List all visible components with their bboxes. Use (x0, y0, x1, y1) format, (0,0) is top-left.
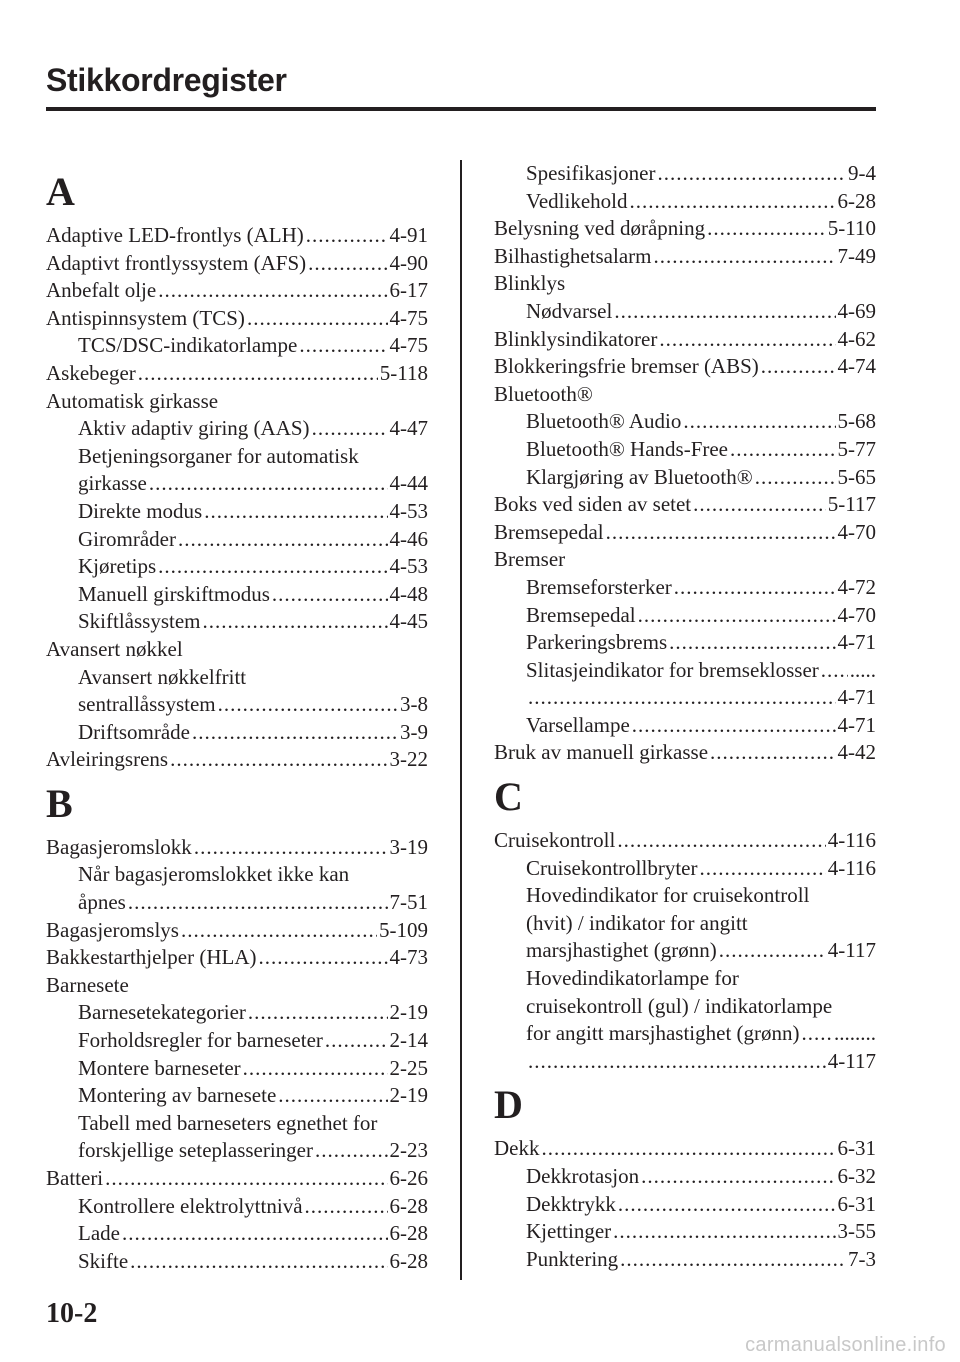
index-subentry (494, 910, 876, 938)
index-subentry (494, 188, 876, 216)
page-reference: 5-68 (837, 409, 876, 434)
index-entry (494, 1135, 876, 1163)
index-subentry (46, 553, 428, 581)
dot-leader (821, 657, 848, 685)
entry-text: Bagasjeromslys (46, 917, 179, 942)
index-subentry (46, 581, 428, 609)
entry-text: Bremsepedal (494, 519, 604, 544)
index-subentry (46, 1220, 428, 1248)
entry-text: Bakkestarthjelper (HLA) (46, 945, 257, 970)
entry-text: Tabell med barneseters egnethet for (78, 1110, 378, 1135)
index-subentry (46, 526, 428, 554)
index-subentry (46, 608, 428, 636)
index-subentry (46, 443, 428, 471)
section-letter: D (494, 1082, 523, 1128)
dot-leader (606, 519, 836, 547)
index-subentry (494, 1163, 876, 1191)
page-reference: 5-65 (837, 464, 876, 489)
page-reference: 7-49 (837, 243, 876, 268)
entry-text: Bilhastighetsalarm (494, 243, 652, 268)
index-entry (494, 519, 876, 547)
page-reference: 2-19 (389, 1083, 428, 1108)
dot-leader (614, 298, 835, 326)
entry-text: Skifte (78, 1248, 129, 1273)
page-reference: 5-117 (827, 492, 876, 517)
entry-text: Cruisekontrollbryter (526, 855, 698, 880)
dot-leader (693, 491, 826, 519)
dot-leader (618, 1191, 836, 1219)
dot-leader (657, 160, 846, 188)
index-subentry (46, 889, 428, 917)
dot-leader (761, 353, 836, 381)
dot-leader (632, 712, 836, 740)
page-reference: 4-47 (389, 416, 428, 441)
dot-leader (128, 889, 388, 917)
page-reference: 4-70 (837, 602, 876, 627)
dot-leader (122, 1220, 388, 1248)
page-reference: 6-28 (389, 1221, 428, 1246)
entry-text: Hovedindikatorlampe for (526, 966, 739, 991)
section-letter: A (46, 169, 75, 214)
dot-leader (719, 937, 826, 965)
entry-text: Bremser (494, 547, 566, 572)
entry-text: Avleiringsrens (46, 747, 169, 772)
index-subentry (46, 1137, 428, 1165)
dot-leader (149, 470, 388, 498)
page-reference: 4-44 (389, 471, 428, 496)
index-subentry (494, 684, 876, 712)
page-reference: 4-71 (837, 712, 876, 737)
index-subentry (494, 1191, 876, 1219)
index-entry (46, 746, 428, 774)
dot-leader (315, 1137, 388, 1165)
entry-text: TCS/DSC-indikatorlampe (78, 333, 298, 358)
page-reference: 3-8 (400, 692, 428, 717)
entry-text: Anbefalt olje (46, 278, 157, 303)
index-subentry (46, 1055, 428, 1083)
index-entry (494, 827, 876, 855)
index-subentry (494, 408, 876, 436)
page-reference: 4-71 (837, 685, 876, 710)
page-reference: 5-109 (379, 917, 428, 942)
page-reference: 4-74 (837, 354, 876, 379)
index-subentry (46, 415, 428, 443)
entry-text: Cruisekontroll (494, 828, 616, 853)
page-reference: 6-28 (389, 1193, 428, 1218)
entry-text: Automatisk girkasse (46, 388, 219, 413)
page-reference: 5-118 (379, 360, 428, 385)
dot-leader (613, 1218, 835, 1246)
page-reference: 9-4 (848, 161, 876, 185)
dot-leader (674, 574, 836, 602)
page-reference: 4-91 (389, 223, 428, 247)
entry-text: Barnesetekategorier (78, 1000, 246, 1025)
dot-leader (194, 834, 388, 862)
entry-text: Lade (78, 1221, 120, 1246)
index-subentry (494, 1020, 876, 1048)
dot-leader (325, 1027, 388, 1055)
index-subentry (46, 861, 428, 889)
dot-leader (305, 1193, 388, 1221)
page-reference: 4-48 (389, 581, 428, 606)
index-subentry (494, 464, 876, 492)
index-entry (46, 360, 428, 388)
page-reference: 4-70 (837, 519, 876, 544)
entry-text: Bluetooth® Hands-Free (526, 436, 729, 461)
dot-leader (259, 944, 388, 972)
entry-text: Blinklysindikatorer (494, 326, 658, 351)
entry-text: Blinklys (494, 271, 566, 296)
index-subentry (494, 602, 876, 630)
index-column-left (46, 162, 428, 1275)
dot-leader (204, 498, 387, 526)
index-entry (494, 381, 876, 409)
entry-text: Blokkeringsfrie bremser (ABS) (494, 354, 759, 379)
index-subentry (494, 160, 876, 188)
index-subentry (46, 691, 428, 719)
page-reference: 2-25 (389, 1055, 428, 1080)
page-number: 10-2 (46, 1298, 98, 1329)
dot-leader (248, 999, 388, 1027)
dot-leader (138, 360, 378, 388)
index-entry (494, 491, 876, 519)
entry-text: Hovedindikator for cruisekontroll (526, 883, 810, 908)
page-reference: 4-53 (389, 498, 428, 523)
index-subentry (494, 965, 876, 993)
index-entry (46, 972, 428, 1000)
dot-leader (730, 436, 835, 464)
entry-text: Bagasjeromslokk (46, 834, 192, 859)
column-divider (460, 160, 462, 1280)
page-reference: 4-53 (389, 554, 428, 579)
page-reference: 4-62 (837, 326, 876, 351)
page-reference: 7-3 (848, 1246, 876, 1271)
page-reference: 4-72 (837, 574, 876, 599)
entry-text: Avansert nøkkelfritt (78, 664, 247, 689)
entry-text: Direkte modus (78, 498, 203, 523)
page-title: Stikkordregister (46, 62, 287, 98)
index-subentry (494, 882, 876, 910)
index-entry (46, 277, 428, 305)
dot-leader (659, 326, 835, 354)
entry-text: Adaptive LED-frontlys (ALH) (46, 223, 304, 247)
dot-leader (638, 602, 836, 630)
index-entry (494, 243, 876, 271)
entry-text: Punktering (526, 1246, 619, 1271)
index-subentry (494, 629, 876, 657)
index-entry (46, 636, 428, 664)
entry-text: Nødvarsel (526, 298, 613, 323)
entry-text: Girområder (78, 526, 176, 551)
page-reference: 5-77 (837, 436, 876, 461)
index-subentry (494, 574, 876, 602)
page-reference: 6-26 (389, 1166, 428, 1190)
dot-leader (755, 464, 836, 492)
entry-text: Montere barneseter (78, 1055, 241, 1080)
page-reference: 3-55 (837, 1219, 876, 1244)
entry-text: Antispinnsystem (TCS) (46, 305, 245, 330)
index-entry (46, 388, 428, 416)
entry-text: Driftsområde (78, 719, 190, 744)
page-reference: 2-23 (389, 1138, 428, 1163)
dot-leader (710, 739, 835, 767)
dot-leader (105, 1165, 387, 1193)
index-subentry (494, 937, 876, 965)
index-entry (46, 305, 428, 333)
page-reference: 6-31 (837, 1136, 876, 1161)
dot-leader (158, 277, 387, 305)
index-subentry (46, 1248, 428, 1276)
index-subentry (46, 1193, 428, 1221)
index-entry (494, 739, 876, 767)
index-subentry (46, 1027, 428, 1055)
entry-text: Bremsepedal (526, 602, 636, 627)
dot-leader (542, 1135, 836, 1163)
index-subentry (46, 999, 428, 1027)
page-reference: 3-22 (389, 747, 428, 772)
entry-text: Adaptivt frontlyssystem (AFS) (46, 250, 307, 275)
index-subentry (494, 298, 876, 326)
entry-text: Skiftlåssystem (78, 609, 201, 634)
dot-leader (620, 1246, 846, 1274)
index-subentry (494, 712, 876, 740)
entry-text: Klargjøring av Bluetooth® (526, 464, 753, 489)
entry-text: Kontrollere elektrolyttnivå (78, 1193, 303, 1218)
entry-text: Kjøretips (78, 554, 157, 579)
page-reference: 4-69 (837, 298, 876, 323)
index-entry (46, 1165, 428, 1193)
page-reference: ........ (834, 1021, 876, 1046)
entry-text: Kjettinger (526, 1219, 612, 1244)
dot-leader (306, 222, 388, 250)
entry-text: Aktiv adaptiv giring (AAS) (78, 416, 310, 441)
entry-text: Parkeringsbrems (526, 630, 668, 655)
dot-leader (308, 250, 387, 278)
dot-leader (312, 415, 388, 443)
index-entry (46, 944, 428, 972)
page-reference: 4-46 (389, 526, 428, 551)
dot-leader (247, 305, 388, 333)
section-letter: B (46, 780, 73, 826)
page-reference: 4-117 (827, 938, 876, 963)
entry-text: Bluetooth® (494, 381, 593, 406)
entry-text: Belysning ved døråpning (494, 216, 706, 241)
page-reference: 6-28 (389, 1248, 428, 1273)
dot-leader (178, 526, 388, 554)
header-rule (46, 107, 876, 111)
index-column-right (494, 160, 876, 1273)
entry-text: Slitasjeindikator for bremseklosser (526, 657, 819, 682)
dot-leader (243, 1055, 388, 1083)
index-subentry (494, 855, 876, 883)
page-reference: 5-110 (827, 216, 876, 241)
entry-text: Manuell girskiftmodus (78, 581, 270, 606)
dot-leader (528, 684, 836, 712)
dot-leader (218, 691, 398, 719)
dot-leader (528, 1048, 826, 1076)
entry-text: Barnesete (46, 972, 129, 997)
page-reference: 6-31 (837, 1191, 876, 1216)
dot-leader (707, 215, 826, 243)
page-reference: 2-14 (389, 1028, 428, 1053)
dot-leader (699, 855, 825, 883)
dot-leader (617, 827, 825, 855)
index-subentry (46, 1110, 428, 1138)
entry-text: Dekk (494, 1136, 540, 1161)
index-entry (46, 250, 428, 278)
page-reference: 3-9 (400, 719, 428, 744)
entry-text: (hvit) / indikator for angitt (526, 910, 748, 935)
entry-text: Forholdsregler for barneseter (78, 1028, 323, 1053)
entry-text: Bremseforsterker (526, 574, 672, 599)
dot-leader (158, 553, 387, 581)
dot-leader (653, 243, 835, 271)
page-reference: 7-51 (389, 890, 428, 915)
index-subentry (494, 1246, 876, 1274)
entry-text: Bruk av manuell girkasse (494, 740, 709, 765)
index-entry (494, 326, 876, 354)
page-reference: 4-75 (389, 305, 428, 330)
entry-text: Askebeger (46, 360, 136, 385)
dot-leader (130, 1248, 387, 1276)
dot-leader (802, 1020, 832, 1048)
dot-leader (278, 1082, 387, 1110)
page-reference: 4-90 (389, 250, 428, 275)
page-reference: 4-116 (827, 855, 876, 880)
dot-leader (669, 629, 835, 657)
page-reference: 6-17 (389, 278, 428, 303)
entry-text: Bluetooth® Audio (526, 409, 682, 434)
page-reference: 6-32 (837, 1164, 876, 1188)
dot-leader (629, 188, 835, 216)
index-entry (494, 215, 876, 243)
page-reference: 2-19 (389, 1000, 428, 1025)
index-subentry (46, 664, 428, 692)
index-subentry (46, 498, 428, 526)
entry-text: cruisekontroll (gul) / indikatorlampe (526, 993, 833, 1018)
index-subentry (46, 332, 428, 360)
page-reference: 4-75 (389, 333, 428, 358)
dot-leader (272, 581, 388, 609)
dot-leader (181, 917, 377, 945)
entry-text: Når bagasjeromslokket ikke kan (78, 862, 350, 887)
page-reference: 4-117 (827, 1048, 876, 1073)
entry-text: Dekkrotasjon (526, 1164, 640, 1188)
entry-text: girkasse (78, 471, 147, 496)
page-reference: 6-28 (837, 188, 876, 213)
entry-text: for angitt marsjhastighet (grønn) (526, 1021, 800, 1046)
entry-text: Spesifikasjoner (526, 161, 656, 185)
page-reference: ..... (849, 657, 876, 682)
index-subentry (494, 436, 876, 464)
entry-text: Betjeningsorganer for automatisk (78, 443, 359, 468)
section-letter: C (494, 774, 523, 820)
index-entry (46, 222, 428, 250)
entry-text: marsjhastighet (grønn) (526, 938, 717, 963)
entry-text: Vedlikehold (526, 188, 628, 213)
entry-text: Batteri (46, 1166, 104, 1190)
index-subentry (46, 1082, 428, 1110)
page-reference: 4-45 (389, 609, 428, 634)
index-entry (46, 834, 428, 862)
page-reference: 4-73 (389, 945, 428, 970)
dot-leader (170, 746, 387, 774)
entry-text: forskjellige seteplasseringer (78, 1138, 313, 1163)
dot-leader (299, 332, 387, 360)
entry-text: sentrallåssystem (78, 692, 216, 717)
index-subentry (46, 470, 428, 498)
index-subentry (494, 993, 876, 1021)
watermark: carmanualsonline.info (745, 1334, 946, 1356)
index-subentry (494, 1048, 876, 1076)
index-entry (46, 917, 428, 945)
entry-text: Avansert nøkkel (46, 636, 183, 661)
index-entry (494, 353, 876, 381)
entry-text: Boks ved siden av setet (494, 492, 692, 517)
dot-leader (203, 608, 388, 636)
index-subentry (494, 657, 876, 685)
dot-leader (192, 719, 398, 747)
index-subentry (494, 1218, 876, 1246)
index-entry (494, 270, 876, 298)
dot-leader (683, 408, 835, 436)
page-reference: 4-71 (837, 630, 876, 655)
entry-text: åpnes (78, 890, 126, 915)
entry-text: Dekktrykk (526, 1191, 616, 1216)
index-subentry (46, 719, 428, 747)
dot-leader (641, 1163, 835, 1191)
page-reference: 4-116 (827, 828, 876, 853)
entry-text: Varsellampe (526, 712, 630, 737)
entry-text: Montering av barnesete (78, 1083, 277, 1108)
index-entry (494, 546, 876, 574)
page-reference: 4-42 (837, 740, 876, 765)
page-reference: 3-19 (389, 834, 428, 859)
